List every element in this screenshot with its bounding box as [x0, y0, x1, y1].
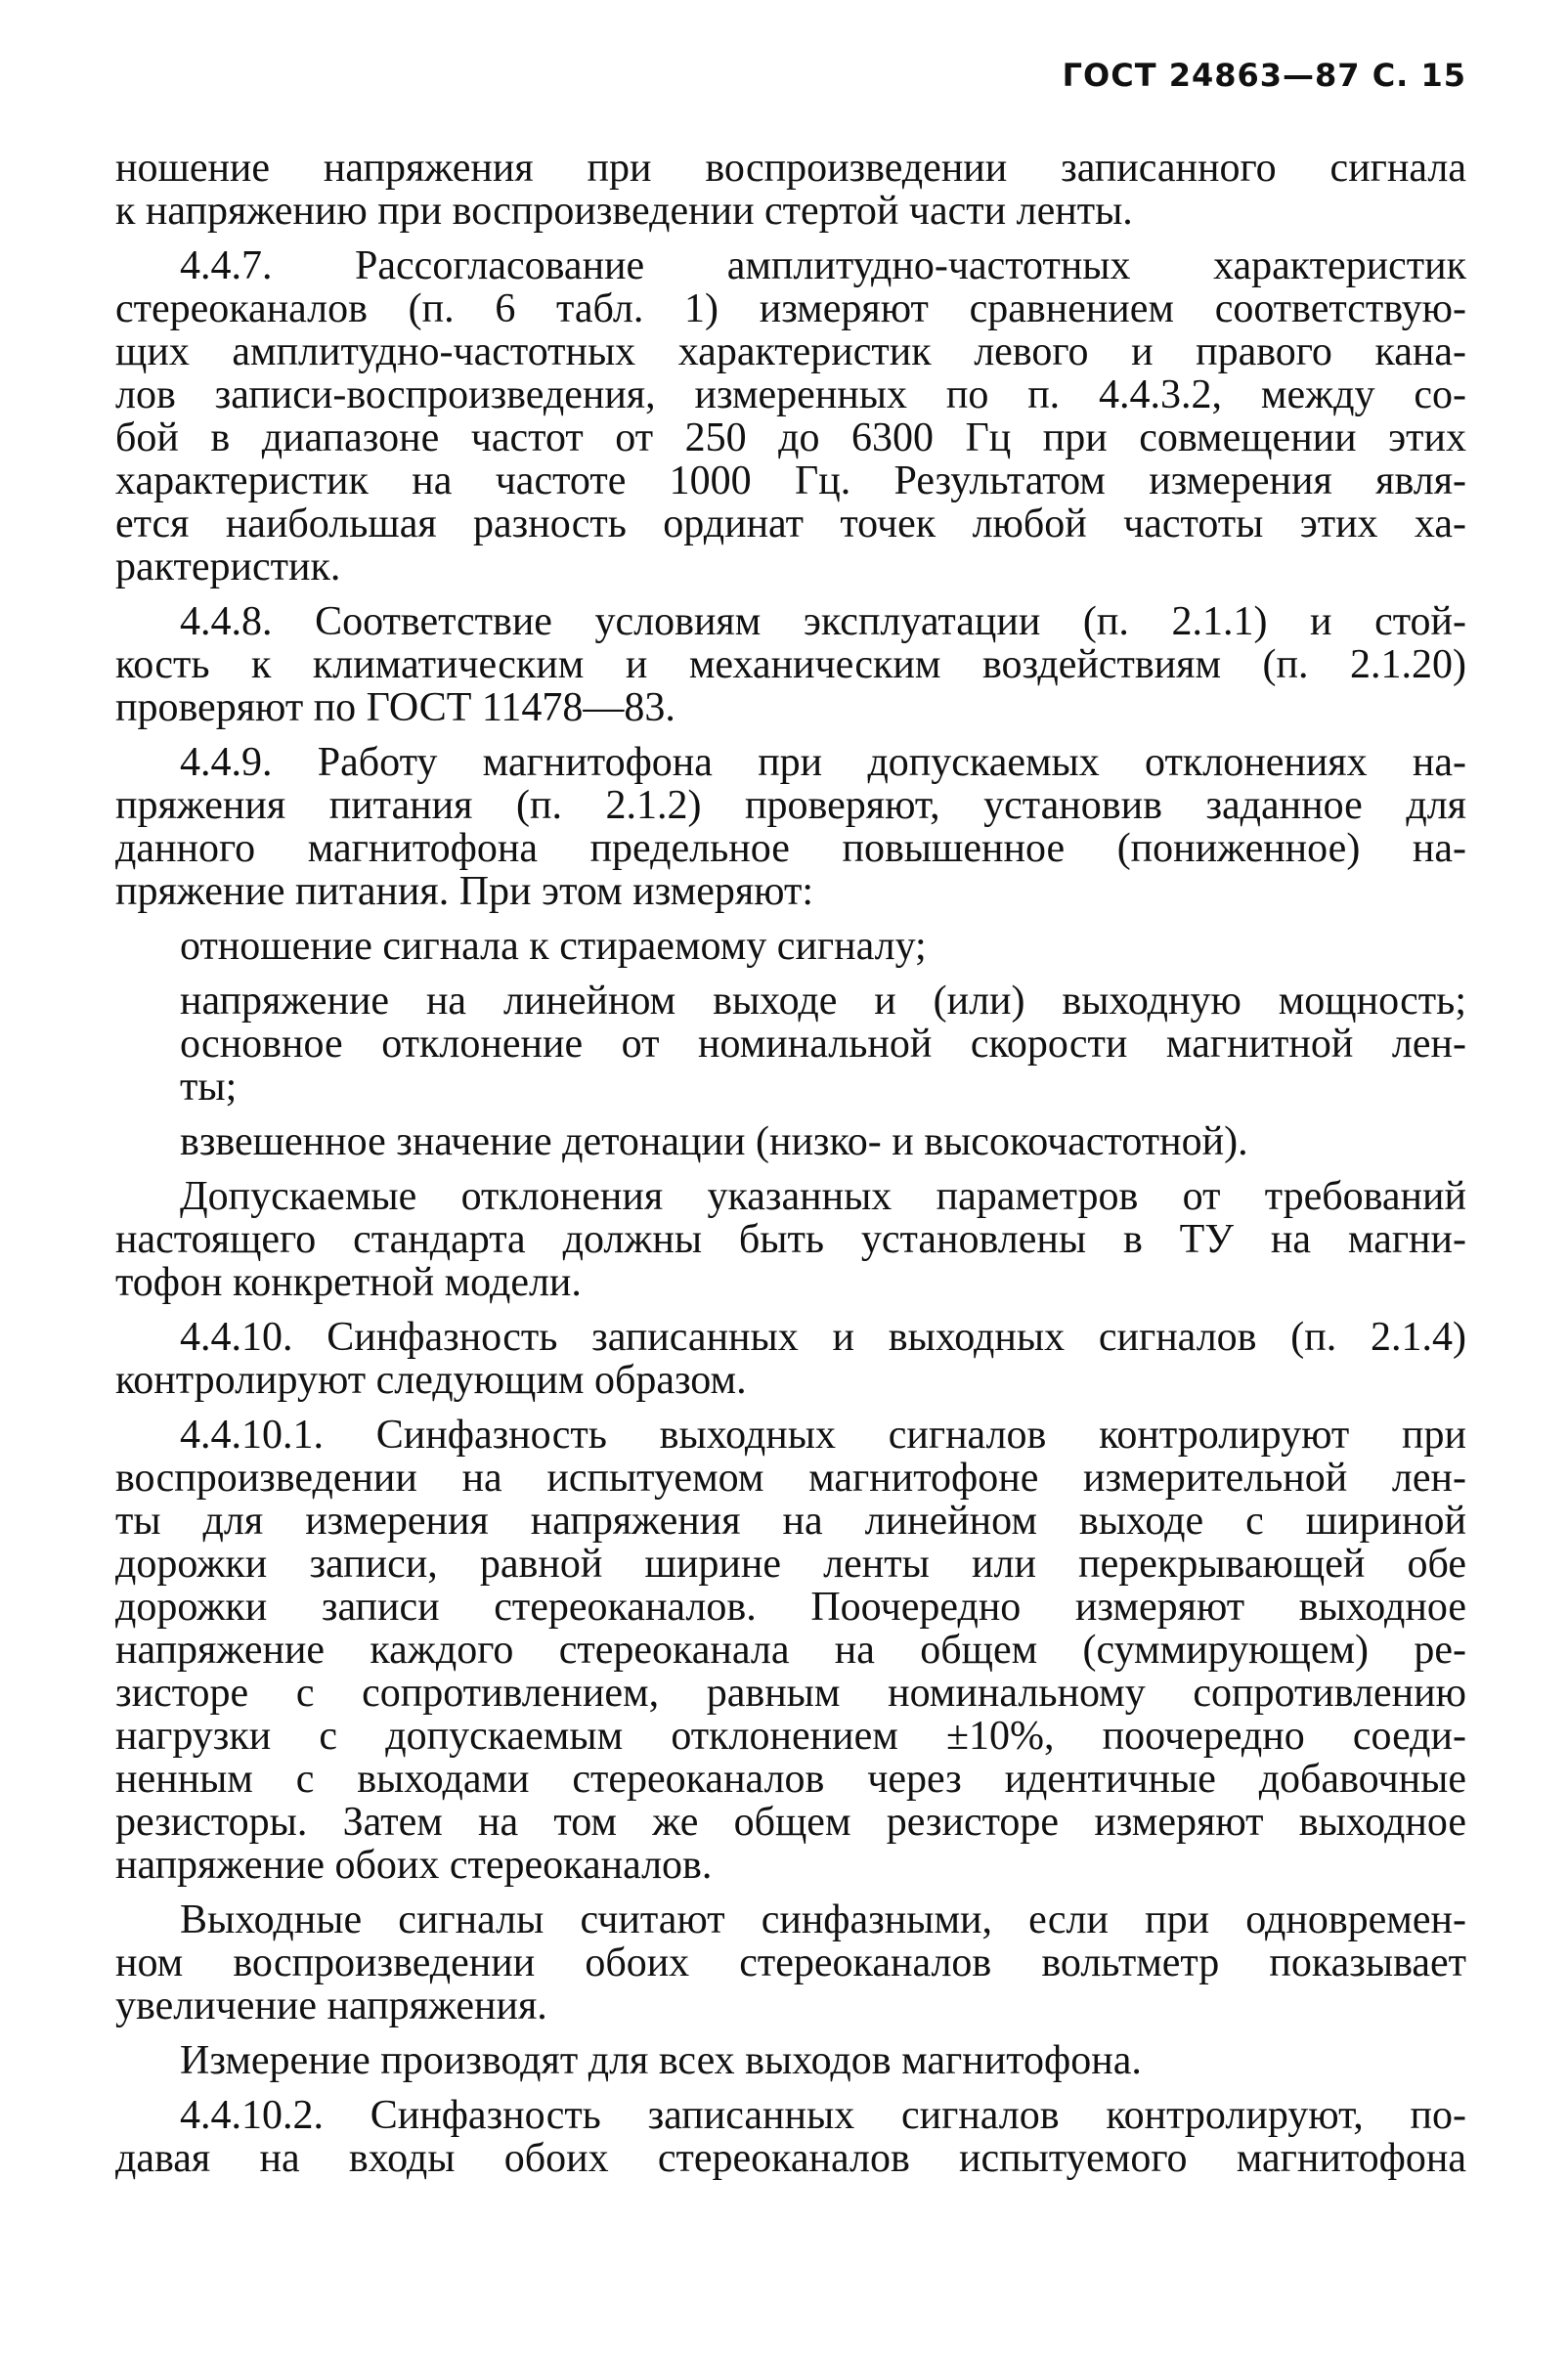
text-line: резисторы. Затем на том же общем резисторе измеряют выходное — [115, 1800, 1466, 1845]
paragraph-4-4-10-2 — [115, 2094, 1466, 2180]
text-line: увеличение напряжения. — [115, 1983, 547, 2028]
text-line: ты для измерения напряжения на линейном выходе с шириной — [115, 1499, 1466, 1544]
text-line: бой в диапазоне частот от 250 до 6300 Гц при совмещении этих — [115, 415, 1466, 460]
text-line: ненным с выходами стереоканалов через идентичные добавочные — [115, 1757, 1466, 1802]
text-line: ношение напряжения при воспроизведении записанного сигнала — [115, 146, 1466, 191]
text-line: ном воспроизведении обоих стереоканалов вольтметр показывает — [115, 1940, 1466, 1985]
paragraph-4-4-10 — [115, 1316, 1466, 1402]
text-line: стереоканалов (п. 6 табл. 1) измеряют сравнением соответствую- — [115, 286, 1466, 331]
text-line: 4.4.8. Соответствие условиям эксплуатации (п. 2.1.1) и стой- — [180, 599, 1466, 644]
text-line: щих амплитудно-частотных характеристик левого и правого кана- — [115, 329, 1466, 374]
text-line: лов записи-воспроизведения, измеренных по п. 4.4.3.2, между со- — [115, 372, 1466, 417]
text-line: проверяют по ГОСТ 11478—83. — [115, 685, 675, 730]
paragraph-deviations — [115, 1175, 1466, 1304]
text-line: 4.4.10.1. Синфазность выходных сигналов контролируют при — [180, 1413, 1466, 1458]
text-line: контролируют следующим образом. — [115, 1358, 747, 1403]
text-line: Выходные сигналы считают синфазными, если при одновремен- — [180, 1897, 1466, 1942]
text-line: пряжение питания. При этом измеряют: — [115, 869, 813, 914]
text-line: ется наибольшая разность ординат точек любой частоты этих ха- — [115, 501, 1466, 546]
text-line: Измерение производят для всех выходов магнитофона. — [180, 2038, 1142, 2083]
text-line: 4.4.9. Работу магнитофона при допускаемых отклонениях на- — [180, 740, 1466, 785]
paragraph-4-4-10-1 — [115, 1414, 1466, 1887]
running-header: ГОСТ 24863—87 С. 15 — [1062, 57, 1466, 94]
text-line: напряжение на линейном выходе и (или) выходную мощность; — [180, 979, 1466, 1024]
text-line: отношение сигнала к стираемому сигналу; — [180, 924, 927, 969]
text-line: пряжения питания (п. 2.1.2) проверяют, установив заданное для — [115, 783, 1466, 828]
text-line: давая на входы обоих стереоканалов испытуемого магнитофона — [115, 2136, 1466, 2181]
text-line: 4.4.10.2. Синфазность записанных сигналов контролируют, по- — [180, 2093, 1466, 2138]
paragraph-in-phase — [115, 1898, 1466, 2027]
text-line: данного магнитофона предельное повышенное (пониженное) на- — [115, 826, 1466, 871]
text-line: напряжение обоих стереоканалов. — [115, 1843, 713, 1888]
text-line: кость к климатическим и механическим воздействиям (п. 2.1.20) — [115, 642, 1466, 687]
text-line: дорожки записи, равной ширине ленты или перекрывающей обе — [115, 1542, 1466, 1587]
paragraph-continuation — [115, 147, 1466, 233]
list-item — [115, 980, 1466, 1109]
list-item — [115, 925, 1466, 968]
text-line: Допускаемые отклонения указанных параметров от требований — [180, 1174, 1466, 1219]
text-line: напряжение каждого стереоканала на общем (суммирующем) ре- — [115, 1628, 1466, 1673]
paragraph-measurement — [115, 2039, 1466, 2082]
text-line: зисторе с сопротивлением, равным номинальному сопротивлению — [115, 1671, 1466, 1716]
paragraph-4-4-7 — [115, 244, 1466, 588]
text-line: к напряжению при воспроизведении стертой части ленты. — [115, 189, 1133, 234]
text-line: ты; — [180, 1065, 238, 1110]
text-line: нагрузки с допускаемым отклонением ±10%, поочередно соеди- — [115, 1714, 1466, 1759]
text-line: основное отклонение от номинальной скорости магнитной лен- — [180, 1022, 1466, 1067]
text-line: 4.4.7. Рассогласование амплитудно-частотных характеристик — [180, 243, 1466, 288]
text-line: взвешенное значение детонации (низко- и высокочастотной). — [180, 1119, 1248, 1164]
paragraph-4-4-9 — [115, 741, 1466, 913]
text-line: тофон конкретной модели. — [115, 1260, 582, 1305]
text-line: воспроизведении на испытуемом магнитофоне измерительной лен- — [115, 1456, 1466, 1501]
text-line: 4.4.10. Синфазность записанных и выходных сигналов (п. 2.1.4) — [180, 1315, 1466, 1360]
text-line: характеристик на частоте 1000 Гц. Результатом измерения явля- — [115, 458, 1466, 503]
paragraph-4-4-8 — [115, 600, 1466, 729]
text-line: настоящего стандарта должны быть установлены в ТУ на магни- — [115, 1217, 1466, 1262]
text-line: дорожки записи стереоканалов. Поочередно измеряют выходное — [115, 1585, 1466, 1630]
list-item — [115, 1120, 1466, 1163]
body-text — [115, 147, 1466, 2192]
text-line: рактеристик. — [115, 545, 341, 589]
